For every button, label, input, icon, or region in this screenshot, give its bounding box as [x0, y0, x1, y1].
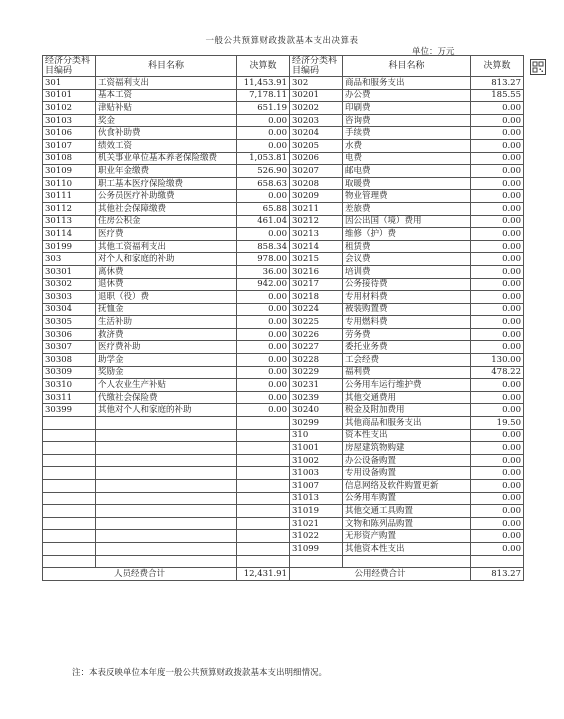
footnote: 注：本表反映单位本年度一般公共预算财政拨款基本支出明细情况。 [72, 668, 328, 678]
right-name-cell: 房屋建筑物购建 [343, 442, 471, 455]
left-code-cell: 30305 [43, 316, 96, 329]
right-name-cell: 工会经费 [343, 354, 471, 367]
table-row [43, 303, 524, 316]
left-amount-cell: 0.00 [237, 139, 290, 152]
left-code-cell [43, 480, 96, 493]
right-code-cell: 30206 [290, 152, 343, 165]
right-amount-cell: 130.00 [471, 354, 524, 367]
left-code-cell [43, 505, 96, 518]
table-row [43, 240, 524, 253]
right-name-cell: 税金及附加费用 [343, 404, 471, 417]
header-amount-right: 决算数 [471, 56, 524, 77]
left-name-cell: 伙食补助费 [96, 127, 237, 140]
right-amount-cell: 0.00 [471, 152, 524, 165]
table-row [43, 77, 524, 90]
table-row [43, 404, 524, 417]
right-name-cell: 专用材料费 [343, 291, 471, 304]
right-amount-cell: 0.00 [471, 530, 524, 543]
left-code-cell: 30199 [43, 240, 96, 253]
left-amount-cell: 0.00 [237, 379, 290, 392]
right-code-cell: 30226 [290, 328, 343, 341]
right-amount-cell: 0.00 [471, 139, 524, 152]
left-name-cell: 医疗费 [96, 228, 237, 241]
left-code-cell: 301 [43, 77, 96, 90]
left-code-cell: 30101 [43, 89, 96, 102]
left-name-cell: 救济费 [96, 328, 237, 341]
table-row [43, 152, 524, 165]
left-code-cell: 30302 [43, 278, 96, 291]
right-amount-cell: 0.00 [471, 517, 524, 530]
personnel-total-label: 人员经费合计 [43, 568, 237, 581]
right-name-cell: 维修（护）费 [343, 228, 471, 241]
right-code-cell: 30204 [290, 127, 343, 140]
table-row [43, 265, 524, 278]
right-name-cell: 因公出国（境）费用 [343, 215, 471, 228]
personnel-total-amount: 12,431.91 [237, 568, 290, 581]
left-name-cell: 助学金 [96, 354, 237, 367]
left-amount-cell: 0.00 [237, 328, 290, 341]
expenditure-table-body [43, 56, 524, 581]
right-amount-cell: 0.00 [471, 265, 524, 278]
header-amount-left: 决算数 [237, 56, 290, 77]
left-name-cell [96, 417, 237, 430]
left-code-cell [43, 555, 96, 568]
left-code-cell: 303 [43, 253, 96, 266]
totals-row [43, 568, 524, 581]
right-code-cell: 30229 [290, 366, 343, 379]
header-code-right: 经济分类科目编码 [290, 56, 343, 77]
right-amount-cell: 0.00 [471, 202, 524, 215]
table-row [43, 341, 524, 354]
right-code-cell: 30214 [290, 240, 343, 253]
right-name-cell: 公务接待费 [343, 278, 471, 291]
right-name-cell: 专用设备购置 [343, 467, 471, 480]
right-code-cell: 30201 [290, 89, 343, 102]
table-row [43, 530, 524, 543]
right-amount-cell: 0.00 [471, 328, 524, 341]
left-amount-cell [237, 467, 290, 480]
right-name-cell: 福利费 [343, 366, 471, 379]
left-amount-cell: 658.63 [237, 177, 290, 190]
left-name-cell [96, 467, 237, 480]
table-row [43, 177, 524, 190]
left-name-cell: 离休费 [96, 265, 237, 278]
right-amount-cell: 0.00 [471, 190, 524, 203]
left-amount-cell [237, 480, 290, 493]
right-amount-cell: 0.00 [471, 429, 524, 442]
table-row [43, 542, 524, 555]
left-amount-cell [237, 505, 290, 518]
right-code-cell: 31003 [290, 467, 343, 480]
right-amount-cell: 0.00 [471, 467, 524, 480]
left-amount-cell: 0.00 [237, 303, 290, 316]
left-amount-cell: 0.00 [237, 341, 290, 354]
table-row [43, 391, 524, 404]
left-code-cell: 30309 [43, 366, 96, 379]
table-row [43, 139, 524, 152]
left-amount-cell: 0.00 [237, 114, 290, 127]
left-amount-cell: 36.00 [237, 265, 290, 278]
left-name-cell: 工资福利支出 [96, 77, 237, 90]
left-amount-cell: 0.00 [237, 291, 290, 304]
left-name-cell: 代缴社会保险费 [96, 391, 237, 404]
right-code-cell: 30208 [290, 177, 343, 190]
right-code-cell: 30299 [290, 417, 343, 430]
left-name-cell: 奖金 [96, 114, 237, 127]
right-amount-cell: 0.00 [471, 165, 524, 178]
right-name-cell: 物业管理费 [343, 190, 471, 203]
left-code-cell [43, 467, 96, 480]
right-code-cell: 30240 [290, 404, 343, 417]
left-code-cell: 30311 [43, 391, 96, 404]
table-row [43, 291, 524, 304]
table-row [43, 442, 524, 455]
table-row [43, 253, 524, 266]
right-name-cell: 会议费 [343, 253, 471, 266]
table-row [43, 379, 524, 392]
table-row [43, 228, 524, 241]
left-amount-cell [237, 417, 290, 430]
left-code-cell [43, 417, 96, 430]
table-row [43, 165, 524, 178]
right-code-cell: 31007 [290, 480, 343, 493]
right-name-cell: 培训费 [343, 265, 471, 278]
right-code-cell: 31022 [290, 530, 343, 543]
right-name-cell: 咨询费 [343, 114, 471, 127]
table-header-row [43, 56, 524, 77]
right-name-cell: 水费 [343, 139, 471, 152]
left-code-cell [43, 442, 96, 455]
left-name-cell [96, 492, 237, 505]
left-name-cell [96, 442, 237, 455]
right-code-cell: 30227 [290, 341, 343, 354]
left-code-cell: 30310 [43, 379, 96, 392]
left-name-cell: 对个人和家庭的补助 [96, 253, 237, 266]
right-amount-cell: 0.00 [471, 177, 524, 190]
table-row [43, 114, 524, 127]
right-name-cell: 差旅费 [343, 202, 471, 215]
table-row [43, 492, 524, 505]
left-code-cell: 30307 [43, 341, 96, 354]
left-name-cell: 医疗费补助 [96, 341, 237, 354]
right-amount-cell [471, 555, 524, 568]
expenditure-table [42, 55, 524, 581]
left-code-cell [43, 530, 96, 543]
right-amount-cell: 0.00 [471, 215, 524, 228]
right-name-cell: 其他交通费用 [343, 391, 471, 404]
left-amount-cell: 0.00 [237, 354, 290, 367]
left-code-cell: 30304 [43, 303, 96, 316]
left-amount-cell: 0.00 [237, 391, 290, 404]
left-name-cell: 个人农业生产补贴 [96, 379, 237, 392]
left-code-cell: 30301 [43, 265, 96, 278]
right-code-cell: 31001 [290, 442, 343, 455]
header-name-right: 科目名称 [343, 56, 471, 77]
left-amount-cell: 651.19 [237, 102, 290, 115]
left-name-cell: 抚恤金 [96, 303, 237, 316]
left-amount-cell [237, 530, 290, 543]
right-code-cell: 310 [290, 429, 343, 442]
left-name-cell: 职业年金缴费 [96, 165, 237, 178]
left-amount-cell [237, 454, 290, 467]
right-amount-cell: 0.00 [471, 492, 524, 505]
left-code-cell [43, 429, 96, 442]
left-code-cell: 30399 [43, 404, 96, 417]
left-code-cell: 30303 [43, 291, 96, 304]
right-code-cell: 30212 [290, 215, 343, 228]
table-row [43, 278, 524, 291]
header-code-left: 经济分类科目编码 [43, 56, 96, 77]
table-row [43, 190, 524, 203]
left-amount-cell: 11,453.91 [237, 77, 290, 90]
right-amount-cell: 0.00 [471, 542, 524, 555]
right-code-cell: 31002 [290, 454, 343, 467]
right-amount-cell: 0.00 [471, 114, 524, 127]
right-code-cell: 31013 [290, 492, 343, 505]
right-amount-cell: 19.50 [471, 417, 524, 430]
left-amount-cell [237, 555, 290, 568]
right-amount-cell: 0.00 [471, 454, 524, 467]
right-code-cell: 30225 [290, 316, 343, 329]
right-code-cell: 31099 [290, 542, 343, 555]
left-code-cell [43, 492, 96, 505]
right-name-cell: 其他商品和服务支出 [343, 417, 471, 430]
right-code-cell: 30231 [290, 379, 343, 392]
left-code-cell: 30109 [43, 165, 96, 178]
unit-label: 单位：万元 [412, 47, 455, 57]
right-code-cell: 30216 [290, 265, 343, 278]
right-code-cell: 30224 [290, 303, 343, 316]
left-amount-cell: 65.88 [237, 202, 290, 215]
left-name-cell: 退职（役）费 [96, 291, 237, 304]
public-total-label: 公用经费合计 [290, 568, 471, 581]
right-amount-cell: 0.00 [471, 291, 524, 304]
table-row [43, 505, 524, 518]
table-row [43, 202, 524, 215]
left-name-cell: 绩效工资 [96, 139, 237, 152]
left-amount-cell [237, 517, 290, 530]
left-amount-cell [237, 442, 290, 455]
table-row [43, 215, 524, 228]
left-amount-cell: 0.00 [237, 316, 290, 329]
table-row [43, 480, 524, 493]
left-code-cell [43, 542, 96, 555]
left-amount-cell: 858.34 [237, 240, 290, 253]
public-total-amount: 813.27 [471, 568, 524, 581]
right-amount-cell: 0.00 [471, 442, 524, 455]
right-amount-cell: 0.00 [471, 303, 524, 316]
left-code-cell: 30308 [43, 354, 96, 367]
right-name-cell: 其他资本性支出 [343, 542, 471, 555]
left-code-cell: 30112 [43, 202, 96, 215]
right-name-cell: 文物和陈列品购置 [343, 517, 471, 530]
left-amount-cell: 1,053.81 [237, 152, 290, 165]
left-amount-cell: 461.04 [237, 215, 290, 228]
left-name-cell [96, 530, 237, 543]
right-name-cell: 被装购置费 [343, 303, 471, 316]
right-amount-cell: 0.00 [471, 240, 524, 253]
right-name-cell: 手续费 [343, 127, 471, 140]
right-amount-cell: 0.00 [471, 480, 524, 493]
right-amount-cell: 0.00 [471, 379, 524, 392]
left-name-cell: 退休费 [96, 278, 237, 291]
table-row [43, 454, 524, 467]
left-amount-cell: 0.00 [237, 228, 290, 241]
left-amount-cell [237, 492, 290, 505]
right-name-cell: 电费 [343, 152, 471, 165]
left-name-cell [96, 517, 237, 530]
right-code-cell: 30217 [290, 278, 343, 291]
right-name-cell: 信息网络及软件购置更新 [343, 480, 471, 493]
left-code-cell: 30114 [43, 228, 96, 241]
left-name-cell: 生活补助 [96, 316, 237, 329]
right-name-cell: 其他交通工具购置 [343, 505, 471, 518]
left-name-cell: 奖励金 [96, 366, 237, 379]
right-name-cell: 商品和服务支出 [343, 77, 471, 90]
right-name-cell: 邮电费 [343, 165, 471, 178]
right-amount-cell: 0.00 [471, 404, 524, 417]
right-name-cell: 印刷费 [343, 102, 471, 115]
left-amount-cell: 0.00 [237, 404, 290, 417]
right-amount-cell: 0.00 [471, 316, 524, 329]
table-row [43, 102, 524, 115]
right-amount-cell: 0.00 [471, 391, 524, 404]
table-row [43, 517, 524, 530]
table-row [43, 89, 524, 102]
left-code-cell: 30113 [43, 215, 96, 228]
left-name-cell: 其他社会保障缴费 [96, 202, 237, 215]
left-code-cell: 30106 [43, 127, 96, 140]
right-amount-cell: 0.00 [471, 102, 524, 115]
right-code-cell: 302 [290, 77, 343, 90]
right-code-cell [290, 555, 343, 568]
right-amount-cell: 0.00 [471, 505, 524, 518]
right-name-cell: 专用燃料费 [343, 316, 471, 329]
left-name-cell: 住房公积金 [96, 215, 237, 228]
right-name-cell: 委托业务费 [343, 341, 471, 354]
left-name-cell: 机关事业单位基本养老保险缴费 [96, 152, 237, 165]
left-code-cell [43, 517, 96, 530]
right-code-cell: 31021 [290, 517, 343, 530]
header-name-left: 科目名称 [96, 56, 237, 77]
right-name-cell: 办公费 [343, 89, 471, 102]
document-title: 一般公共预算财政拨款基本支出决算表 [205, 36, 359, 46]
left-name-cell [96, 480, 237, 493]
table-row [43, 328, 524, 341]
left-amount-cell [237, 542, 290, 555]
right-code-cell: 30202 [290, 102, 343, 115]
left-code-cell: 30110 [43, 177, 96, 190]
left-name-cell [96, 542, 237, 555]
left-name-cell: 津贴补贴 [96, 102, 237, 115]
left-code-cell: 30306 [43, 328, 96, 341]
right-amount-cell: 185.55 [471, 89, 524, 102]
left-name-cell: 职工基本医疗保险缴费 [96, 177, 237, 190]
right-name-cell: 办公设备购置 [343, 454, 471, 467]
left-name-cell: 基本工资 [96, 89, 237, 102]
left-name-cell [96, 505, 237, 518]
right-code-cell: 30209 [290, 190, 343, 203]
table-row [43, 429, 524, 442]
right-amount-cell: 0.00 [471, 127, 524, 140]
left-code-cell: 30107 [43, 139, 96, 152]
left-name-cell: 其他对个人和家庭的补助 [96, 404, 237, 417]
left-code-cell: 30108 [43, 152, 96, 165]
table-row [43, 417, 524, 430]
table-row [43, 316, 524, 329]
right-amount-cell: 813.27 [471, 77, 524, 90]
left-amount-cell: 7,178.11 [237, 89, 290, 102]
qr-code-icon[interactable] [530, 59, 546, 75]
table-row [43, 555, 524, 568]
right-name-cell: 劳务费 [343, 328, 471, 341]
table-row [43, 467, 524, 480]
right-amount-cell: 0.00 [471, 228, 524, 241]
right-code-cell: 30239 [290, 391, 343, 404]
left-amount-cell: 942.00 [237, 278, 290, 291]
right-name-cell: 资本性支出 [343, 429, 471, 442]
right-code-cell: 30213 [290, 228, 343, 241]
left-name-cell: 公务员医疗补助缴费 [96, 190, 237, 203]
left-amount-cell: 0.00 [237, 366, 290, 379]
left-amount-cell: 526.90 [237, 165, 290, 178]
table-row [43, 354, 524, 367]
left-name-cell [96, 429, 237, 442]
right-code-cell: 30205 [290, 139, 343, 152]
left-code-cell: 30103 [43, 114, 96, 127]
table-row [43, 366, 524, 379]
right-name-cell: 取暖费 [343, 177, 471, 190]
right-amount-cell: 0.00 [471, 253, 524, 266]
left-amount-cell [237, 429, 290, 442]
right-code-cell: 30228 [290, 354, 343, 367]
right-code-cell: 31019 [290, 505, 343, 518]
left-name-cell [96, 555, 237, 568]
left-amount-cell: 0.00 [237, 190, 290, 203]
right-name-cell: 公务用车购置 [343, 492, 471, 505]
table-row [43, 127, 524, 140]
right-code-cell: 30211 [290, 202, 343, 215]
right-name-cell: 租赁费 [343, 240, 471, 253]
left-code-cell: 30111 [43, 190, 96, 203]
left-name-cell [96, 454, 237, 467]
right-code-cell: 30207 [290, 165, 343, 178]
left-name-cell: 其他工资福利支出 [96, 240, 237, 253]
right-name-cell: 无形资产购置 [343, 530, 471, 543]
right-code-cell: 30203 [290, 114, 343, 127]
right-name-cell [343, 555, 471, 568]
right-code-cell: 30218 [290, 291, 343, 304]
left-amount-cell: 978.00 [237, 253, 290, 266]
right-name-cell: 公务用车运行维护费 [343, 379, 471, 392]
left-amount-cell: 0.00 [237, 127, 290, 140]
left-code-cell: 30102 [43, 102, 96, 115]
left-code-cell [43, 454, 96, 467]
right-amount-cell: 478.22 [471, 366, 524, 379]
right-amount-cell: 0.00 [471, 341, 524, 354]
right-amount-cell: 0.00 [471, 278, 524, 291]
right-code-cell: 30215 [290, 253, 343, 266]
